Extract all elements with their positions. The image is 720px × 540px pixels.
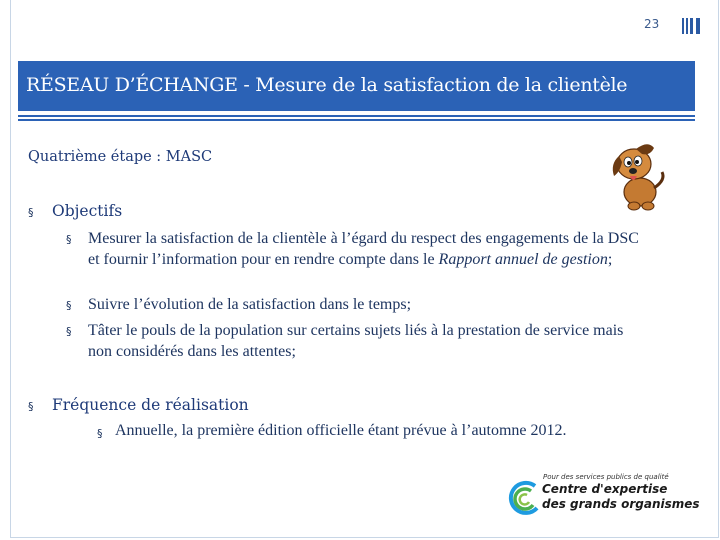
title-rule [18, 115, 695, 117]
list-item: Annuelle, la première édition officielle étant prévue à l’automne 2012. [115, 422, 567, 439]
bullet-icon: § [66, 325, 72, 338]
report-title: Rapport annuel de gestion [438, 251, 608, 268]
bullet-icon: § [66, 299, 72, 312]
title-band [18, 61, 695, 111]
list-item-text: Mesurer la satisfaction de la clientèle à l’égard du respect des engagements de la DSC et fournir l’information pour en rendre compte dans le [88, 230, 639, 268]
logo-swirl-icon [505, 478, 541, 518]
list-item [88, 228, 648, 270]
slide-subtitle: Quatrième étape : MASC [28, 149, 213, 165]
logo [505, 470, 700, 520]
list-item: Tâter le pouls de la population sur certains sujets liés à la prestation de service mais non considérés dans les attentes; [88, 322, 624, 360]
list-item: Suivre l’évolution de la satisfaction dans le temps; [88, 296, 412, 313]
logo-line-2: des grands organismes [542, 497, 700, 511]
bullet-icon: § [66, 233, 72, 246]
slide-title: RÉSEAU D’ÉCHANGE - Mesure de la satisfaction de la clientèle [26, 74, 628, 96]
logo-tagline: Pour des services publics de qualité [543, 473, 669, 481]
bars-icon [682, 18, 704, 34]
bullet-icon: § [97, 427, 103, 440]
dog-mascot-icon [606, 136, 670, 214]
section-heading: Objectifs [52, 202, 123, 220]
section-heading: Fréquence de réalisation [52, 396, 249, 414]
bullet-icon: § [28, 400, 34, 413]
list-item-text: ; [607, 251, 613, 268]
page-number: 23 [644, 17, 660, 31]
title-rule [18, 119, 695, 121]
logo-line-1: Centre d'expertise [542, 482, 668, 496]
bullet-icon: § [28, 206, 34, 219]
